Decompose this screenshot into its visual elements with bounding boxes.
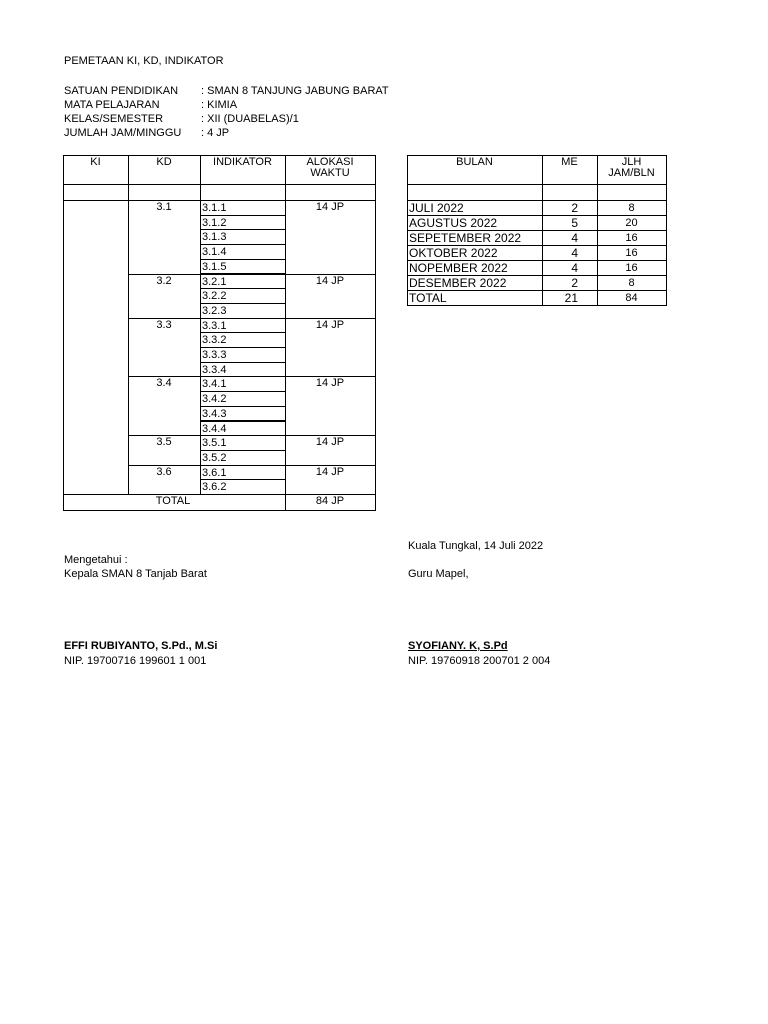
month-label: SEPETEMBER 2022 (409, 231, 522, 245)
me-value: 2 (571, 201, 578, 215)
spacer-cell (63, 184, 129, 201)
indikator-label: 3.2.1 (202, 275, 227, 288)
alokasi-label: 14 JP (315, 318, 345, 331)
jlh-value: 84 (625, 292, 638, 304)
indikator-label: 3.4.1 (202, 378, 227, 391)
info-value: : SMAN 8 TANJUNG JABUNG BARAT (201, 85, 389, 97)
spacer-cell (597, 184, 667, 201)
alokasi-label: 14 JP (315, 436, 345, 449)
info-value: : XII (DUABELAS)/1 (201, 113, 299, 125)
jlh-value: 16 (625, 232, 638, 244)
teacher-role: Guru Mapel, (408, 568, 469, 580)
me-value: 21 (564, 291, 578, 305)
header-indikator: INDIKATOR (213, 156, 272, 168)
jlh-value: 8 (628, 202, 635, 214)
month-label: TOTAL (409, 291, 447, 305)
alokasi-label: 14 JP (315, 465, 345, 478)
header-jam-bln: JAM/BLN (608, 167, 655, 179)
kd-label: 3.5 (156, 436, 172, 449)
teacher-nip: NIP. 19760918 200701 2 004 (408, 655, 551, 667)
spacer-cell (407, 184, 543, 201)
total-label: TOTAL (155, 495, 191, 507)
principal-nip: NIP. 19700716 199601 1 001 (64, 655, 207, 667)
indikator-label: 3.1.5 (202, 260, 227, 273)
month-label: AGUSTUS 2022 (409, 216, 498, 230)
me-value: 4 (571, 231, 578, 245)
mapping-table (63, 155, 375, 511)
jlh-value: 16 (625, 247, 638, 259)
info-label: MATA PELAJARAN (64, 99, 160, 111)
jlh-value: 20 (625, 217, 638, 229)
alokasi-label: 14 JP (315, 377, 345, 390)
info-row (64, 85, 389, 97)
month-label: NOPEMBER 2022 (409, 261, 508, 275)
principal-role: Kepala SMAN 8 Tanjab Barat (64, 568, 207, 580)
header-alokasi: ALOKASI (306, 156, 354, 168)
principal-name: EFFI RUBIYANTO, S.Pd., M.Si (64, 640, 218, 652)
indikator-label: 3.4.3 (202, 407, 227, 420)
info-row (64, 113, 299, 125)
indikator-label: 3.3.4 (202, 363, 227, 376)
header-bulan: BULAN (456, 156, 493, 168)
info-value: : 4 JP (201, 127, 230, 139)
header-kd: KD (156, 156, 172, 168)
place-date: Kuala Tungkal, 14 Juli 2022 (408, 540, 544, 552)
indikator-label: 3.5.2 (202, 451, 227, 464)
document-title: PEMETAAN KI, KD, INDIKATOR (64, 55, 224, 67)
total-value: 84 JP (315, 495, 345, 507)
indikator-label: 3.6.2 (202, 481, 227, 494)
spacer-cell (542, 184, 598, 201)
indikator-label: 3.2.3 (202, 304, 227, 317)
indikator-label: 3.3.3 (202, 349, 227, 361)
kd-label: 3.4 (156, 377, 172, 390)
indikator-label: 3.6.1 (202, 466, 227, 479)
ki-cell (63, 200, 129, 495)
me-value: 4 (571, 261, 578, 275)
acknowledged-label: Mengetahui : (64, 554, 128, 566)
header-me: ME (561, 156, 578, 168)
kd-label: 3.3 (156, 318, 172, 331)
header-jlh: JLH (621, 156, 642, 168)
indikator-label: 3.1.2 (202, 216, 227, 229)
kd-label: 3.1 (156, 201, 172, 213)
me-value: 2 (571, 276, 578, 290)
indikator-label: 3.1.4 (202, 246, 227, 259)
info-label: JUMLAH JAM/MINGGU (64, 127, 182, 139)
kd-label: 3.6 (156, 465, 172, 478)
header-waktu: WAKTU (310, 167, 350, 179)
spacer-cell (285, 184, 376, 201)
indikator-label: 3.3.1 (202, 319, 227, 332)
me-value: 4 (571, 246, 578, 260)
info-value: : KIMIA (201, 99, 238, 111)
spacer-cell (200, 184, 286, 201)
alokasi-label: 14 JP (315, 274, 345, 287)
info-row (64, 99, 237, 111)
alokasi-label: 14 JP (315, 201, 345, 213)
jlh-value: 16 (625, 262, 638, 274)
indikator-label: 3.4.2 (202, 393, 227, 406)
teacher-name: SYOFIANY. K, S.Pd (408, 640, 508, 652)
indikator-label: 3.1.3 (202, 231, 227, 244)
header-ki: KI (90, 156, 101, 168)
indikator-label: 3.2.2 (202, 290, 227, 303)
info-label: SATUAN PENDIDIKAN (64, 85, 179, 97)
me-value: 5 (571, 216, 578, 230)
info-row (64, 127, 229, 139)
month-table (407, 155, 666, 307)
indikator-label: 3.1.1 (202, 202, 227, 214)
indikator-label: 3.3.2 (202, 334, 227, 347)
indikator-label: 3.4.4 (202, 422, 227, 435)
kd-label: 3.2 (156, 274, 172, 287)
jlh-value: 8 (628, 277, 635, 289)
indikator-label: 3.5.1 (202, 437, 227, 450)
month-label: JULI 2022 (409, 201, 464, 215)
month-label: OKTOBER 2022 (409, 246, 498, 260)
info-label: KELAS/SEMESTER (64, 113, 164, 125)
spacer-cell (128, 184, 201, 201)
month-label: DESEMBER 2022 (409, 276, 507, 290)
